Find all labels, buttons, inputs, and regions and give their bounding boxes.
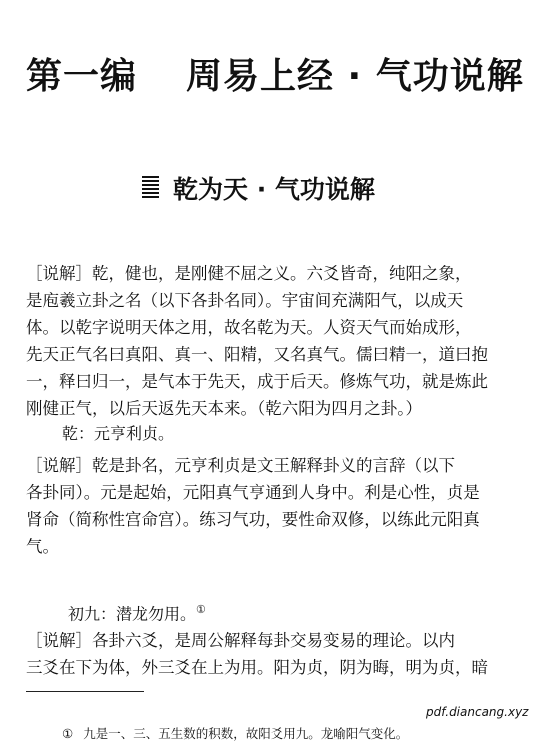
text-line: 是庖羲立卦之名（以下各卦名同）。宇宙间充满阳气，以成天 — [26, 291, 464, 310]
footnote-text: 九是一、三、五生数的积数，故阳爻用九。龙喻阳气变化。 — [83, 726, 409, 741]
part-label: 第一编 — [26, 56, 138, 97]
footnote — [62, 724, 408, 742]
paragraph-2 — [26, 452, 544, 560]
text-line: ［说解］各卦六爻，是周公解释每卦交易变易的理论。以内 — [26, 631, 455, 650]
quote-text: 初九：潜龙勿用。 — [68, 604, 197, 624]
text-line: ［说解］乾是卦名，元亨利贞是文王解释卦义的言辞（以下 — [26, 456, 455, 475]
classic-quote-1: 乾：元亨利贞。 — [62, 424, 175, 443]
watermark: pdf.diancang.xyz — [426, 705, 529, 719]
text-line: 气。 — [26, 537, 59, 556]
paragraph-3 — [26, 627, 544, 681]
paragraph-1 — [26, 260, 544, 422]
text-line: 体。以乾字说明天体之用，故名乾为天。人资天气而始成形， — [26, 318, 472, 337]
text-line: 各卦同）。元是起始，元阳真气亨通到人身中。利是心性，贞是 — [26, 483, 480, 502]
text-line: 先天正气名曰真阳、真一、阳精，又名真气。儒曰精一，道曰抱 — [26, 345, 488, 364]
hexagram-qian-icon — [142, 176, 159, 200]
text-line: 刚健正气，以后天返先天本来。（乾六阳为四月之卦。） — [26, 399, 422, 418]
chapter-title — [142, 170, 375, 206]
footnote-divider — [26, 691, 144, 692]
chapter-heading: 乾为天 · 气功说解 — [173, 175, 375, 204]
classic-quote-2 — [68, 596, 206, 627]
footnote-mark: ① — [62, 726, 74, 741]
text-line: ［说解］乾，健也，是刚健不屈之义。六爻皆奇，纯阳之象， — [26, 264, 472, 283]
footnote-marker: ① — [196, 603, 206, 616]
text-line: 三爻在下为体，外三爻在上为用。阳为贞，阴为晦，明为贞，暗 — [26, 658, 488, 677]
part-heading: 周易上经 · 气功说解 — [186, 56, 524, 97]
text-line: 肾命（简称性宫命宫）。练习气功，要性命双修，以练此元阳真 — [26, 510, 480, 529]
text-line: 一，释曰归一，是气本于先天，成于后天。修炼气功，就是炼此 — [26, 372, 488, 391]
